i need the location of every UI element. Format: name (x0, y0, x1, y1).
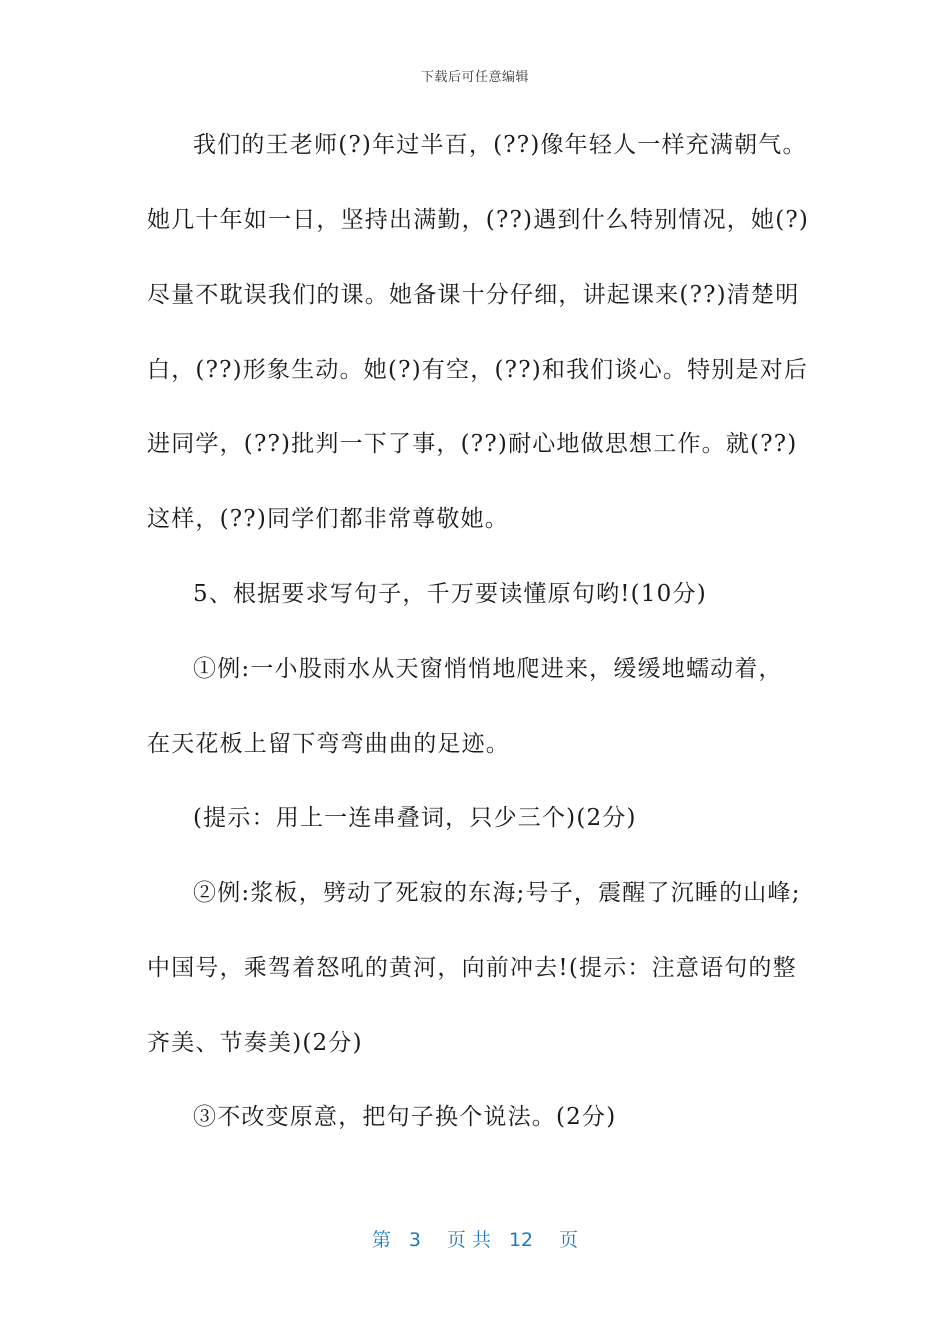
text-line: 这样，(??)同学们都非常尊敬她。 (147, 506, 510, 532)
text-line: ②例:浆板，劈动了死寂的东海;号子，震醒了沉睡的山峰; (193, 880, 801, 906)
footer-suffix: 页 (559, 1229, 579, 1251)
total-pages: 12 (508, 1229, 534, 1251)
text-line: 中国号，乘驾着怒吼的黄河，向前冲去!(提示：注意语句的整 (147, 955, 797, 981)
page-header: 下载后可任意编辑 (420, 70, 529, 85)
text-line: (提示：用上一连串叠词，只少三个)(2分) (193, 805, 637, 831)
text-line: 齐美、节奏美)(2分) (147, 1030, 363, 1056)
text-line: 尽量不耽误我们的课。她备课十分仔细，讲起课来(??)清楚明 (147, 282, 800, 308)
page-footer (0, 1225, 950, 1252)
text-line: 在天花板上留下弯弯曲曲的足迹。 (147, 731, 510, 757)
footer-middle: 页 共 (446, 1229, 491, 1251)
text-line: 进同学，(??)批判一下了事，(??)耐心地做思想工作。就(??) (147, 431, 798, 457)
text-line: 她几十年如一日，坚持出满勤，(??)遇到什么特别情况，她(?) (147, 207, 810, 233)
question-heading: 5、根据要求写句子，千万要读懂原句哟!(10分) (193, 581, 707, 607)
text-line: ③不改变原意，把句子换个说法。(2分) (193, 1104, 617, 1130)
text-line: 白，(??)形象生动。她(?)有空，(??)和我们谈心。特别是对后 (147, 357, 809, 383)
page-number: 3 (408, 1229, 421, 1251)
footer-prefix: 第 (371, 1229, 391, 1251)
text-line: ①例:一小股雨水从天窗悄悄地爬进来，缓缓地蠕动着， (193, 656, 783, 682)
text-line: 我们的王老师(?)年过半百，(??)像年轻人一样充满朝气。 (193, 132, 807, 158)
